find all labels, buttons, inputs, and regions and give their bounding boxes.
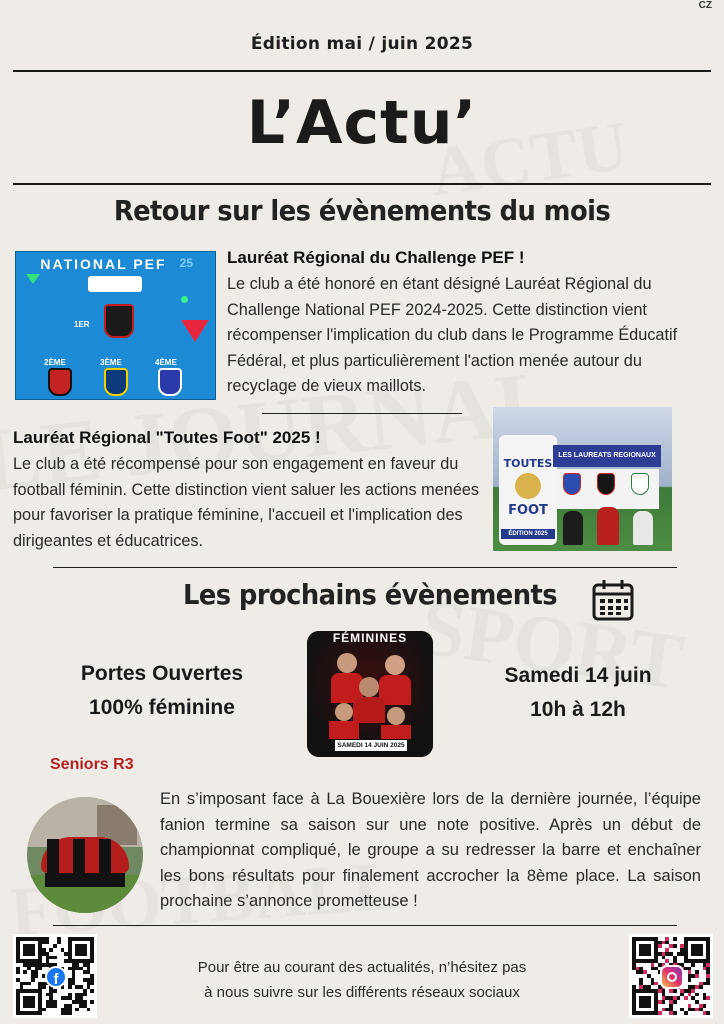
section-title-month: Retour sur les évènements du mois (113, 194, 611, 227)
seniors-label: Seniors R3 (50, 756, 134, 773)
masthead-divider (13, 183, 711, 185)
player-face (337, 653, 357, 673)
pef-fourth-label: 4ÈME (155, 358, 177, 367)
feminines-poster (307, 631, 433, 757)
triangle-decoration (181, 320, 209, 342)
player-face (385, 655, 405, 675)
team-huddle-photo (27, 797, 143, 913)
top-divider (13, 70, 711, 72)
club-crest-third (104, 368, 128, 396)
pef-article-body: Le club a été honoré en étant désigné Lauréat Régional du Challenge National PEF 2024-2025. Cette distinction vient récompenser l'implication du club dans le Programme Éducatif Fédéral, et plus particulièrement l'action menée autour du recyclage de vieux maillots. (227, 275, 678, 395)
ligue-logo (88, 276, 142, 292)
article-divider (262, 413, 462, 414)
open-day-date (462, 659, 694, 727)
pef-third-label: 3ÈME (100, 358, 122, 367)
player-jersey (329, 721, 359, 739)
trophy-icon (515, 473, 541, 499)
open-day-title (42, 657, 282, 725)
toutes-foot-award-image (493, 407, 672, 551)
club-crest-second (48, 368, 72, 396)
footer-message (150, 956, 574, 1005)
team-shorts (45, 873, 125, 887)
club-crest-first (104, 304, 134, 338)
facebook-qr-code[interactable] (13, 934, 97, 1018)
player-jersey (353, 697, 385, 723)
section-title-upcoming: Les prochains évènements (182, 578, 558, 611)
toutes-foot-article-title: Lauréat Régional "Toutes Foot" 2025 ! (13, 428, 321, 447)
poster-date-banner: SAMEDI 14 JUIN 2025 (335, 740, 407, 751)
player-face (387, 707, 405, 725)
player-face (359, 677, 379, 697)
pef-article-title: Lauréat Régional du Challenge PEF ! (227, 248, 525, 267)
open-day-date-line1: Samedi 14 juin (504, 664, 652, 687)
laureats-banner: LES LAUREATS REGIONAUX (553, 445, 661, 467)
toutes-foot-article-body: Le club a été récompensé pour son engagement en faveur du football féminin. Cette distinction vient saluer les actions menées pour favoriser la pratique féminine, l'accueil et l'implication des dirigeantes et éducatrices. (13, 455, 480, 550)
edition-label: Édition mai / juin 2025 (250, 34, 474, 54)
pef-first-label: 1ER (74, 320, 90, 329)
player-face (335, 703, 353, 721)
seniors-article-body: En s’imposant face à La Bouexière lors de la dernière journée, l’équipe fanion termine sa saison sur une note positive. Après un début de championnat compliqué, le groupe a su redresser la barre et enchaîner les bons résultats pour finalement accrocher la 8ème place. La saison prochaine s’annonce prometteuse ! (160, 790, 701, 910)
open-day-date-line2: 10h à 12h (530, 698, 626, 721)
instagram-icon (660, 965, 684, 989)
open-day-line1: Portes Ouvertes (80, 662, 244, 685)
toutes-foot-edition: ÉDITION 2025 (501, 529, 555, 539)
author-initials: CZ (698, 0, 712, 11)
club-crest-fourth (158, 368, 182, 396)
club-crest (631, 473, 649, 495)
club-crest (563, 473, 581, 495)
open-day-line2: 100% féminine (89, 696, 235, 719)
pef-second-label: 2ÈME (44, 358, 66, 367)
dot-decoration (181, 296, 188, 303)
pef-award-image (15, 251, 216, 400)
person-figure (597, 507, 619, 545)
player-jersey (381, 725, 411, 739)
toutes-foot-brand-1: TOUTES (503, 457, 553, 470)
pef-image-heading: NATIONAL PEF (40, 256, 167, 272)
facebook-icon: f (45, 966, 67, 988)
qr-module (90, 1011, 94, 1015)
instagram-qr-code[interactable] (629, 934, 713, 1018)
person-figure (633, 511, 653, 545)
person-figure (563, 511, 583, 545)
footer-divider (53, 925, 677, 926)
section-divider (53, 567, 677, 568)
pef-image-year: 25 (179, 256, 193, 270)
qr-module (706, 1011, 710, 1015)
poster-heading: FÉMININES (332, 631, 408, 645)
footer-line2: à nous suivre sur les différents réseaux sociaux (204, 983, 520, 1001)
club-crest (597, 473, 615, 495)
triangle-decoration (26, 274, 40, 284)
calendar-icon (591, 578, 635, 622)
toutes-foot-brand-2: FOOT (508, 503, 548, 518)
masthead-title: L’Actu’ (246, 88, 478, 158)
footer-line1: Pour être au courant des actualités, n’hésitez pas (197, 959, 527, 976)
